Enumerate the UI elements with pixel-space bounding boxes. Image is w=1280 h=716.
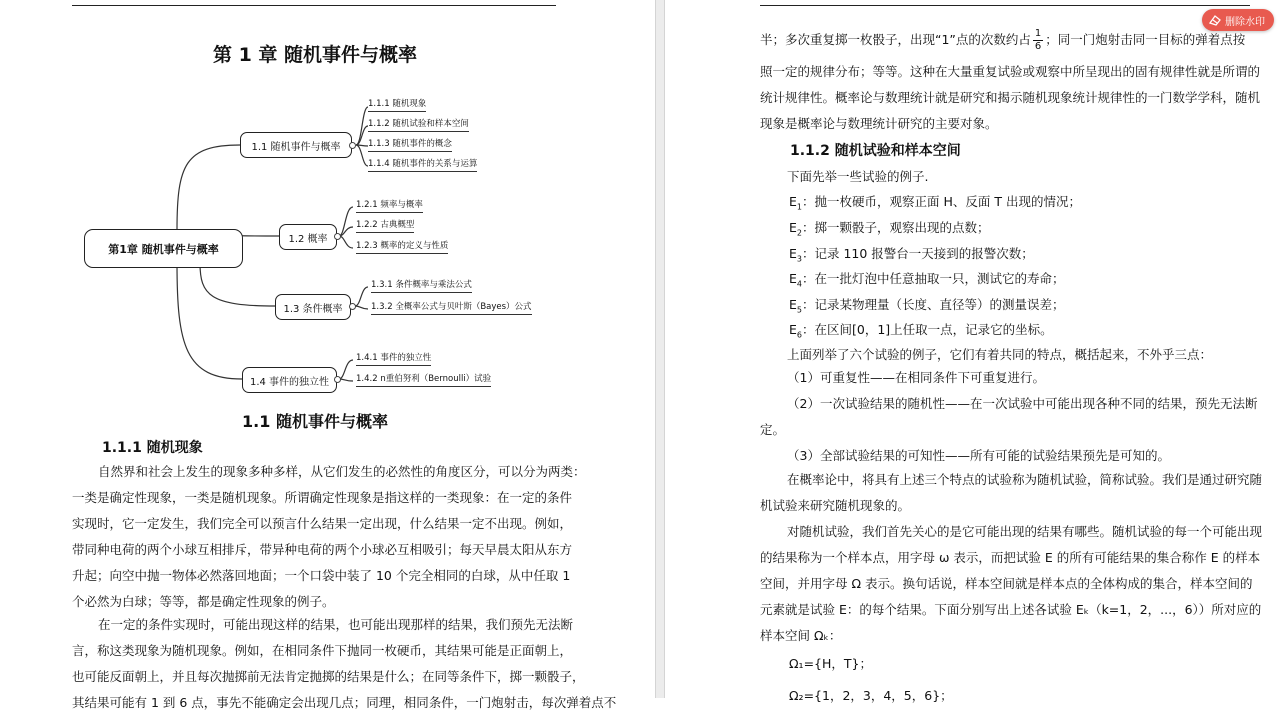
fraction: $\frac{1}{6}$ bbox=[1034, 28, 1042, 52]
mindmap-leaf: 1.1.2 随机试验和样本空间 bbox=[368, 117, 469, 132]
subsection-title: 1.1.2 随机试验和样本空间 bbox=[790, 143, 961, 159]
sample-space-omega2: Ω₂={1，2，3，4，5，6}； bbox=[789, 688, 953, 703]
text-line: 其结果可能有 1 到 6 点，事先不能确定会出现几点；同理，相同条件，一门炮射击，每次弹着点不 bbox=[72, 695, 617, 710]
examples-summary: 上面列举了六个试验的例子，它们有着共同的特点，概括起来，不外乎三点： bbox=[787, 347, 1213, 362]
text-line: 现象是概率论与数理统计研究的主要对象。 bbox=[760, 116, 998, 131]
example-item: $E_3$：记录 110 报警台一天接到的报警次数； bbox=[789, 246, 1034, 264]
mindmap-leaf: 1.3.2 全概率公式与贝叶斯（Bayes）公式 bbox=[371, 300, 532, 315]
example-item: $E_5$：记录某物理量（长度、直径等）的测量误差； bbox=[789, 297, 1065, 315]
header-rule bbox=[72, 5, 556, 6]
text-line: 对随机试验，我们首先关心的是它可能出现的结果有哪些。随机试验的每一个可能出现 bbox=[787, 524, 1263, 539]
text-line: 个必然为白球；等等，都是确定性现象的例子。 bbox=[72, 594, 335, 609]
mindmap-leaf: 1.2.3 概率的定义与性质 bbox=[356, 239, 448, 254]
right-page bbox=[668, 0, 1280, 703]
text-line: 空间，并用字母 Ω 表示。换句话说，样本空间就是样本点的全体构成的集合，样本空间的 bbox=[760, 576, 1253, 591]
eraser-icon bbox=[1209, 14, 1221, 26]
paragraph-random-experiment bbox=[760, 467, 1263, 519]
mindmap-branch-1-2: 1.2 概率 bbox=[279, 224, 337, 250]
collapse-icon[interactable] bbox=[349, 303, 356, 310]
text-line: 实现时，它一定发生，我们完全可以预言什么结果一定出现，什么结果一定不出现。例如， bbox=[72, 516, 573, 531]
paragraph-statistical-regularity bbox=[760, 25, 1261, 137]
mindmap-branch-1-3: 1.3 条件概率 bbox=[275, 294, 351, 320]
collapse-icon[interactable] bbox=[334, 376, 341, 383]
subsection-title: 1.1.1 随机现象 bbox=[102, 440, 203, 456]
page-gutter bbox=[655, 0, 665, 698]
sample-space-omega1: Ω₁={H，T}； bbox=[789, 656, 872, 671]
property-item: （3）全部试验结果的可知性——所有可能的试验结果预先是可知的。 bbox=[787, 448, 1170, 463]
mindmap-leaf: 1.1.3 随机事件的概念 bbox=[368, 137, 452, 152]
mindmap-root: 第1章 随机事件与概率 bbox=[84, 229, 243, 268]
text-line: 在概率论中，将具有上述三个特点的试验称为随机试验，简称试验。我们是通过研究随 bbox=[787, 472, 1263, 487]
text-line: 样本空间 Ωₖ： bbox=[760, 628, 842, 643]
text-line: 也可能反面朝上，并且每次抛掷前无法肯定抛掷的结果是什么；在同等条件下，掷一颗骰子， bbox=[72, 669, 585, 684]
text-line: 一类是确定性现象，一类是随机现象。所谓确定性现象是指这样的一类现象：在一定的条件 bbox=[72, 490, 573, 505]
paragraph-random bbox=[72, 612, 617, 716]
chapter-mindmap bbox=[0, 85, 650, 395]
example-item: $E_6$：在区间[0，1]上任取一点，记录它的坐标。 bbox=[789, 322, 1053, 340]
text-line: 照一定的规律分布；等等。这种在大量重复试验或观察中所呈现出的固有规律性就是所谓的 bbox=[760, 64, 1261, 79]
collapse-icon[interactable] bbox=[349, 142, 356, 149]
mindmap-leaf: 1.4.1 事件的独立性 bbox=[356, 351, 431, 366]
mindmap-branch-1-1: 1.1 随机事件与概率 bbox=[240, 132, 352, 158]
three-properties bbox=[760, 365, 1258, 469]
mindmap-leaf: 1.4.2 n重伯努利（Bernoulli）试验 bbox=[356, 372, 491, 387]
example-item: $E_1$：抛一枚硬币，观察正面 H、反面 T 出现的情况； bbox=[789, 194, 1081, 212]
text-line: 言，称这类现象为随机现象。例如，在相同条件下抛同一枚硬币，其结果可能是正面朝上， bbox=[72, 643, 573, 658]
example-item: $E_4$：在一批灯泡中任意抽取一只，测试它的寿命； bbox=[789, 271, 1065, 289]
examples-intro: 下面先举一些试验的例子. bbox=[787, 169, 929, 184]
property-item: （1）可重复性——在相同条件下可重复进行。 bbox=[787, 370, 1045, 385]
text-line: 在一定的条件实现时，可能出现这样的结果，也可能出现那样的结果，我们预先无法断 bbox=[98, 617, 574, 632]
text-line: 升起；向空中抛一物体必然落回地面；一个口袋中装了 10 个完全相同的白球，从中任取 1 bbox=[72, 568, 571, 583]
mindmap-leaf: 1.2.2 古典概型 bbox=[356, 218, 414, 233]
mindmap-leaf: 1.1.4 随机事件的关系与运算 bbox=[368, 157, 477, 172]
section-title: 1.1 随机事件与概率 bbox=[242, 412, 388, 431]
property-item: （2）一次试验结果的随机性——在一次试验中可能出现各种不同的结果，预先无法断 bbox=[787, 396, 1258, 411]
remove-watermark-button[interactable] bbox=[1202, 9, 1274, 31]
mindmap-leaf: 1.3.1 条件概率与乘法公式 bbox=[371, 278, 472, 293]
collapse-icon[interactable] bbox=[334, 233, 341, 240]
text-line: 机试验来研究随机现象的。 bbox=[760, 498, 911, 513]
property-item-continued: 定。 bbox=[760, 422, 786, 437]
text-line: 的结果称为一个样本点，用字母 ω 表示，而把试验 E 的所有可能结果的集合称作 E 的样本 bbox=[760, 550, 1261, 565]
text-line: 元素就是试验 E：的每个结果。下面分别写出上述各试验 Eₖ（k=1，2，...，6））所对应的 bbox=[760, 602, 1262, 617]
chapter-title: 第 1 章 随机事件与概率 bbox=[212, 44, 418, 66]
text-line: 半；多次重复掷一枚骰子，出现“1”点的次数约占 $\frac{1}{6}$ ；同一门炮射击同一目标的弹着点按 bbox=[760, 28, 1246, 52]
mindmap-leaf: 1.2.1 频率与概率 bbox=[356, 198, 423, 213]
text-line: 统计规律性。概率论与数理统计就是研究和揭示随机现象统计规律性的一门数学学科，随机 bbox=[760, 90, 1261, 105]
paragraph-sample-space bbox=[760, 519, 1263, 649]
example-item: $E_2$：掷一颗骰子，观察出现的点数； bbox=[789, 220, 990, 238]
header-rule bbox=[760, 5, 1250, 6]
paragraph-deterministic bbox=[72, 459, 586, 615]
text-line: 带同种电荷的两个小球互相排斥，带异种电荷的两个小球必互相吸引；每天早晨太阳从东方 bbox=[72, 542, 573, 557]
mindmap-leaf: 1.1.1 随机现象 bbox=[368, 97, 426, 112]
mindmap-branch-1-4: 1.4 事件的独立性 bbox=[242, 367, 337, 393]
remove-watermark-label: 删除水印 bbox=[1225, 16, 1265, 28]
text-line: 自然界和社会上发生的现象多种多样，从它们发生的必然性的角度区分，可以分为两类： bbox=[98, 464, 586, 479]
